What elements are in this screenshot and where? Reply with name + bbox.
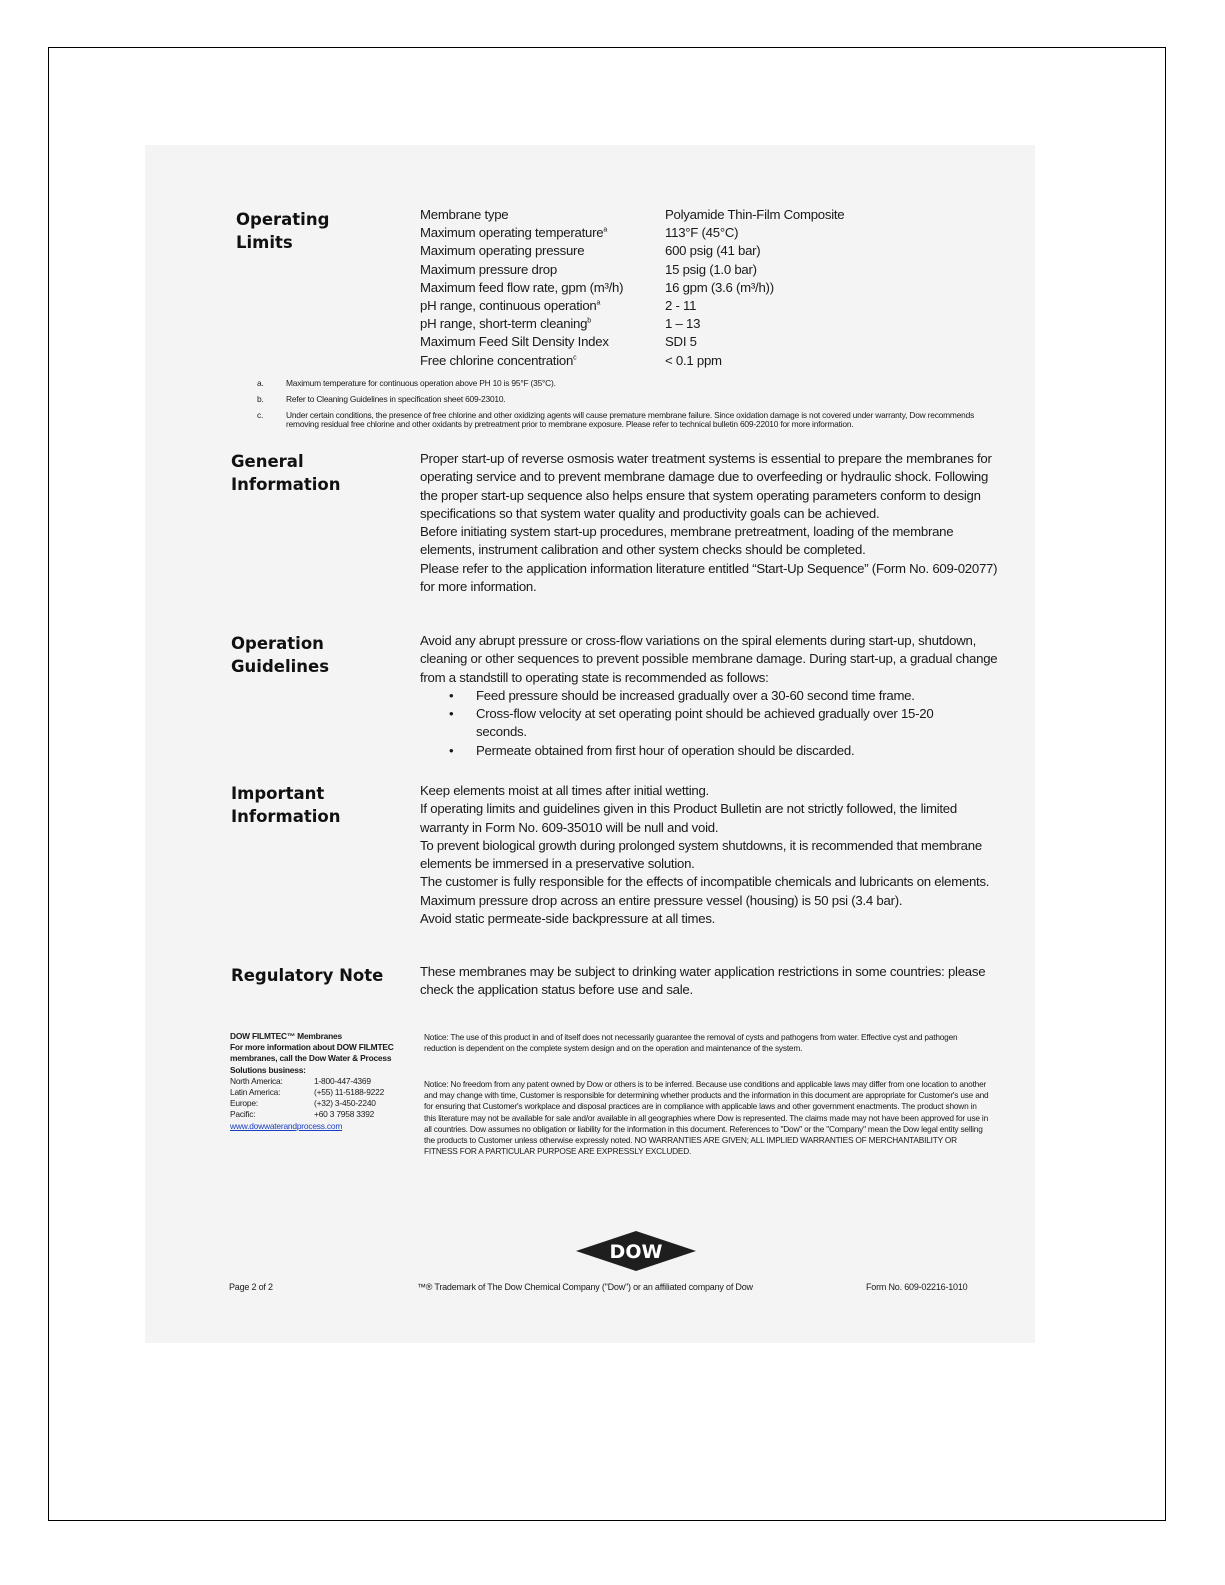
spec-row <box>420 280 980 298</box>
website-link[interactable]: www.dowwaterandprocess.com <box>230 1120 343 1131</box>
important-information-body <box>420 782 990 928</box>
spec-value: 1 – 13 <box>665 316 701 332</box>
paragraph: If operating limits and guidelines given in this Product Bulletin are not strictly followed, the limited warranty in Form No. 609-35010 will be null and void. <box>420 801 957 835</box>
operation-guidelines-body <box>420 632 1000 760</box>
phone-number: 1-800-447-4369 <box>314 1075 371 1086</box>
region-label: Pacific: <box>230 1109 256 1120</box>
spec-value: < 0.1 ppm <box>665 352 722 368</box>
footnote-text: Maximum temperature for continuous operation above PH 10 is 95°F (35°C). <box>286 378 556 388</box>
phone-number: (+55) 11-5188-9222 <box>314 1087 385 1098</box>
footnote-text: Refer to Cleaning Guidelines in specification sheet 609-23010. <box>286 394 506 404</box>
contact-row <box>230 1109 405 1120</box>
trademark-notice: ™® Trademark of The Dow Chemical Company ("Dow") or an affiliated company of Dow <box>417 1282 753 1292</box>
spec-row <box>420 316 980 334</box>
spec-label <box>420 280 665 298</box>
phone-number: (+32) 3-450-2240 <box>314 1098 376 1109</box>
logo-text: DOW <box>609 1241 663 1263</box>
paragraph: Before initiating system start-up procedures, membrane pretreatment, loading of the membrane elements, instrument calibration and other system checks should be completed. <box>420 524 954 558</box>
region-label: North America: <box>230 1075 283 1086</box>
regulatory-note-body: These membranes may be subject to drinking water application restrictions in some countries: please check the application status before use and sale. <box>420 964 986 998</box>
spec-row <box>420 353 980 371</box>
region-label: Latin America: <box>230 1087 281 1098</box>
bullet-list <box>420 687 1000 760</box>
spec-label-text: Maximum operating pressure <box>420 243 585 259</box>
notice-cysts: Notice: The use of this product in and of itself does not necessarily guarantee the removal of cysts and pathogens from water. Effective cyst and pathogen reduction is dependent on the complete system design and on the operation and maintenance of the system. <box>424 1032 958 1054</box>
regulatory-note-heading: Regulatory Note <box>231 966 384 985</box>
paragraph: To prevent biological growth during prolonged system shutdowns, it is recommended that membrane elements be immersed in a preservative solution. <box>420 837 982 872</box>
contact-info <box>230 1031 405 1132</box>
general-information-heading: General Information <box>231 452 341 494</box>
dow-logo <box>574 1229 698 1273</box>
spec-value: 2 - 11 <box>665 297 697 313</box>
footnote-marker: c <box>573 354 577 362</box>
spec-label <box>420 262 665 280</box>
spec-value: 113°F (45°C) <box>665 225 739 241</box>
paragraph: Please refer to the application information literature entitled “Start-Up Sequence” (Form No. 609-02077) for more information. <box>420 560 998 595</box>
list-item: • Cross-flow velocity at set operating point should be achieved gradually over 15-20 seconds. <box>420 705 946 742</box>
paragraph: Avoid any abrupt pressure or cross-flow variations on the spiral elements during start-up, shutdown, cleaning or other sequences to prevent possible membrane damage. During start-up, a gradual change from a standstill to operating state is recommended as follows: <box>420 633 998 685</box>
footnote-marker: b <box>587 317 591 325</box>
paragraph: The customer is fully responsible for the effects of incompatible chemicals and lubricants on elements. <box>420 874 990 890</box>
spec-label-text: Maximum operating temperature <box>420 225 604 241</box>
important-information-heading: Important Information <box>231 784 341 826</box>
spec-row <box>420 225 980 243</box>
contact-subtitle: For more information about DOW FILMTEC membranes, call the Dow Water & Process Solutions business: <box>230 1042 394 1075</box>
spec-label-text: Free chlorine concentration <box>420 352 574 368</box>
spec-label-text: Membrane type <box>420 207 509 222</box>
spec-value: 600 psig (41 bar) <box>665 243 761 259</box>
form-number: Form No. 609-02216-1010 <box>866 1282 968 1292</box>
footnote-letter: a. <box>257 378 264 388</box>
spec-label <box>420 207 665 225</box>
spec-value: Polyamide Thin-Film Composite <box>665 207 845 222</box>
notice-patent: Notice: No freedom from any patent owned by Dow or others is to be inferred. Because use conditions and applicable laws may differ from one location to another and may change with time, Customer is responsible for determining whether products and the information in this document are appropriate for Customer's use and for ensuring that Customer's workplace and disposal practices are in compliance with applicable laws and other government enactments. The product shown in this literature may not be available for sale and/or available in all geographies where Dow is represented. The claims made may not have been approved for use in all countries. Dow assumes no obligation or liability for the information in this document. References to "Dow" or the "Company" mean the Dow legal entity selling the products to Customer unless otherwise expressly noted. NO WARRANTIES ARE GIVEN; ALL IMPLIED WARRANTIES OF MERCHANTABILITY OR FITNESS FOR A PARTICULAR PURPOSE ARE EXPRESSLY EXCLUDED. <box>424 1079 989 1157</box>
spec-value: 16 gpm (3.6 (m³/h)) <box>665 279 774 295</box>
spec-row <box>420 262 980 280</box>
list-item: • Feed pressure should be increased gradually over a 30-60 second time frame. <box>420 687 946 705</box>
spec-label <box>420 334 665 352</box>
operation-guidelines-heading: Operation Guidelines <box>231 634 330 676</box>
contact-row <box>230 1076 405 1087</box>
spec-row <box>420 298 980 316</box>
paragraph: Proper start-up of reverse osmosis water treatment systems is essential to prepare the membranes for operating service and to prevent membrane damage due to overfeeding or hydraulic shock. Following the proper start-up sequence also helps ensure that system operating parameters conform to design specifications so that system water quality and productivity goals can be achieved. <box>420 451 992 521</box>
spec-label <box>420 298 665 316</box>
spec-value: 15 psig (1.0 bar) <box>665 261 757 277</box>
spec-label-text: pH range, short-term cleaning <box>420 316 588 332</box>
footnote-marker: a <box>603 226 607 234</box>
spec-label <box>420 353 665 371</box>
contact-row <box>230 1087 405 1098</box>
footnote-letter: c. <box>257 410 264 420</box>
general-information-body <box>420 450 1000 596</box>
spec-table <box>420 207 980 371</box>
spec-label <box>420 316 665 334</box>
spec-label-text: Maximum Feed Silt Density Index <box>420 334 609 350</box>
spec-label <box>420 225 665 243</box>
spec-row <box>420 243 980 261</box>
footnote-letter: b. <box>257 394 264 404</box>
spec-row <box>420 207 980 225</box>
contact-row <box>230 1098 405 1109</box>
paragraph: Keep elements moist at all times after initial wetting. <box>420 783 709 798</box>
region-label: Europe: <box>230 1098 258 1109</box>
spec-label-text: Maximum feed flow rate, gpm (m³/h) <box>420 279 624 295</box>
contact-title: DOW FILMTEC™ Membranes <box>230 1031 342 1041</box>
page-number: Page 2 of 2 <box>229 1282 273 1292</box>
dow-diamond-icon <box>574 1229 698 1273</box>
phone-number: +60 3 7958 3392 <box>314 1109 375 1120</box>
operating-limits-heading: Operating Limits <box>236 210 330 252</box>
spec-value: SDI 5 <box>665 334 697 350</box>
spec-label-text: Maximum pressure drop <box>420 261 557 277</box>
paragraph: Maximum pressure drop across an entire pressure vessel (housing) is 50 psi (3.4 bar). <box>420 892 903 908</box>
spec-label <box>420 243 665 261</box>
list-item: • Permeate obtained from first hour of operation should be discarded. <box>420 742 946 760</box>
paragraph: Avoid static permeate-side backpressure at all times. <box>420 911 716 927</box>
spec-label-text: pH range, continuous operation <box>420 297 597 313</box>
spec-row <box>420 334 980 352</box>
footnote-marker: a <box>596 299 601 307</box>
footnote-text: Under certain conditions, the presence of free chlorine and other oxidizing agents will cause premature membrane failure. Since oxidation damage is not covered under warranty, Dow recommends removing residual free chlorine and other oxidants by pretreatment prior to membrane exposure. Please refer to technical bulletin 609-22010 for more information. <box>286 410 975 429</box>
